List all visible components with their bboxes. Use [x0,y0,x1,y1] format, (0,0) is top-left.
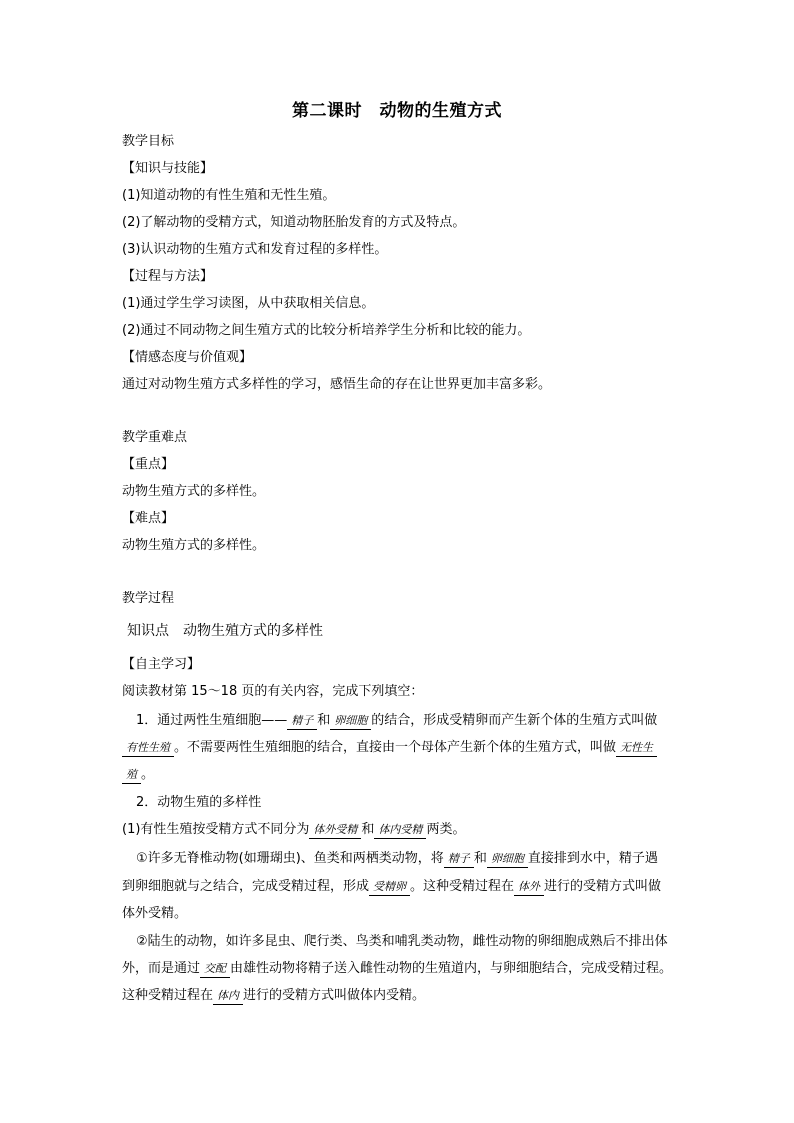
question-1-line-1: 1．通过两性生殖细胞—— 精子 和 卵细胞 的结合，形成受精卵而产生新个体的生殖方式叫做 [136,713,658,728]
answer-outside-body: 体外 [514,879,544,896]
emotion-heading: 【情感态度与价值观】 [122,350,253,365]
answer-egg-2: 卵细胞 [487,851,528,868]
answer-inside-body: 体内 [213,988,243,1005]
answer-egg: 卵细胞 [330,713,371,730]
key-text: 动物生殖方式的多样性。 [122,484,266,499]
answer-internal-fertilization: 体内受精 [374,822,426,839]
question-2-sub-2-line-1: ①许多无脊椎动物(如珊瑚虫)、鱼类和两栖类动物，将 精子 和 卵细胞 直接排到水中，精子遇 [136,851,658,866]
process-method-item-1: (1)通过学生学习读图，从中获取相关信息。 [122,296,375,311]
keypoints-heading: 教学重难点 [122,430,188,445]
answer-external-fertilization: 体外受精 [309,822,361,839]
emotion-text: 通过对动物生殖方式多样性的学习，感悟生命的存在让世界更加丰富多彩。 [122,377,552,392]
process-method-heading: 【过程与方法】 [122,269,214,284]
question-2-heading: 2．动物生殖的多样性 [136,795,262,810]
question-2-sub-3-line-2: 外，而是通过 交配 由雄性动物将精子送入雌性动物的生殖道内，与卵细胞结合，完成受精过程。 [122,961,673,976]
question-2-sub-2-line-3: 体外受精。 [122,906,188,921]
key-heading: 【重点】 [122,457,175,472]
question-1-line-2: 有性生殖 。不需要两性生殖细胞的结合，直接由一个母体产生新个体的生殖方式，叫做 无性生 [122,738,657,758]
answer-sexual-reproduction: 有性生殖 [122,740,174,757]
question-2-sub-2-line-2: 到卵细胞就与之结合，完成受精过程，形成 受精卵 。这种受精过程在 体外 进行的受精方式叫做 [122,879,662,894]
difficult-text: 动物生殖方式的多样性。 [122,538,266,553]
question-2-sub-1: (1)有性生殖按受精方式不同分为 体外受精 和 体内受精 两类。 [122,822,466,837]
answer-mating: 交配 [200,961,230,978]
answer-sperm: 精子 [287,713,317,730]
answer-sperm-2: 精子 [444,851,474,868]
self-study-heading: 【自主学习】 [122,657,201,672]
reading-intro: 阅读教材第 15～18 页的有关内容，完成下列填空： [122,684,424,699]
knowledge-point-title: 知识点 动物生殖方式的多样性 [127,623,323,639]
process-method-item-2: (2)通过不同动物之间生殖方式的比较分析培养学生分析和比较的能力。 [122,323,531,338]
knowledge-item-2: (2)了解动物的受精方式，知道动物胚胎发育的方式及特点。 [122,215,466,230]
question-1-line-3: 殖 。 [122,765,154,785]
knowledge-heading: 【知识与技能】 [122,161,214,176]
knowledge-item-3: (3)认识动物的生殖方式和发育过程的多样性。 [122,242,388,257]
answer-asexual-reproduction-a: 无性生 [616,740,657,757]
process-heading: 教学过程 [122,591,175,606]
answer-asexual-reproduction-b: 殖 [122,767,141,784]
answer-zygote: 受精卵 [369,879,410,896]
question-2-sub-3-line-1: ②陆生的动物，如许多昆虫、爬行类、鸟类和哺乳类动物，雌性动物的卵细胞成熟后不排出体 [136,934,668,949]
page-title: 第二课时 动物的生殖方式 [292,101,502,121]
objectives-heading: 教学目标 [122,134,175,149]
difficult-heading: 【难点】 [122,511,175,526]
question-2-sub-3-line-3: 这种受精过程在 体内 进行的受精方式叫做体内受精。 [122,988,426,1003]
knowledge-item-1: (1)知道动物的有性生殖和无性生殖。 [122,188,336,203]
